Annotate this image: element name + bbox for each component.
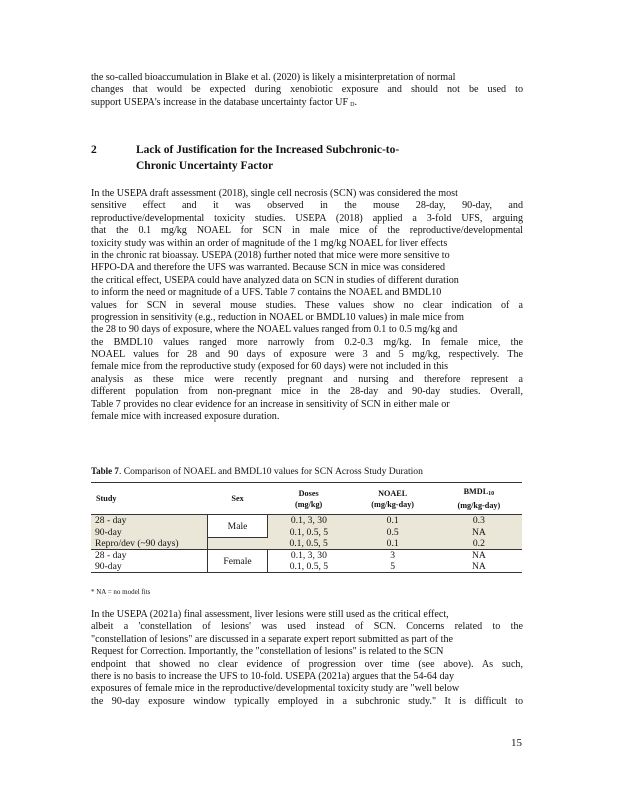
cell-bmdl: NA	[436, 561, 522, 573]
para-line: the BMDL10 values ranged more narrowly from 0.2-0.3 mg/kg. In female mice, the	[91, 336, 523, 348]
table-caption-text: . Comparison of NOAEL and BMDL10 values for SCN Across Study Duration	[118, 466, 423, 477]
para-line: reproductive/developmental toxicity studies. USEPA (2018) applied a 3-fold UFS, arguing	[91, 212, 523, 224]
para-line: that the 0.1 mg/kg NOAEL for SCN in male mice of the reproductive/developmental	[91, 225, 523, 237]
para-line: values for SCN in several mouse studies. These values show no clear indication of a	[91, 299, 523, 311]
table-header-row	[91, 483, 522, 515]
para-line: sensitive effect and it was observed in the mouse 28-day, 90-day, and	[91, 200, 523, 212]
cell-bmdl: NA	[436, 527, 522, 538]
cell-bmdl: 0.2	[436, 538, 522, 550]
para-line: the 28 to 90 days of exposure, where the NOAEL values ranged from 0.1 to 0.5 mg/kg and	[91, 324, 458, 336]
para-line: HFPO-DA and therefore the UFS was warranted. Because SCN in mice was considered	[91, 262, 446, 274]
table-footnote: * NA = no model fits	[91, 588, 151, 596]
table-row	[91, 538, 522, 550]
para-line: different population from non-pregnant mice in the 28-day and 90-day studies. Overall,	[91, 386, 523, 398]
cell-sex-empty	[207, 538, 267, 550]
intro-line: support USEPA's increase in the database uncertainty factor UF D.	[91, 96, 357, 108]
para-line: analysis as these mice were recently pregnant and nursing and therefore represent a	[91, 373, 523, 385]
para-line: the 90-day exposure window typically employed in a subchronic study." It is difficult to	[91, 695, 523, 707]
cell-study: 28 - day	[95, 550, 127, 562]
header-noael: NOAEL (mg/kg-day)	[350, 483, 436, 515]
uf-subscript: D	[350, 101, 355, 108]
intro-paragraph	[91, 72, 523, 109]
para-line: NOAEL values for 28 and 90 days of exposure were 3 and 5 mg/kg, respectively. The	[91, 349, 523, 361]
cell-doses: 0.1, 3, 30	[268, 515, 350, 527]
para-line: there is no basis to increase the UFS to 10-fold. USEPA (2021a) argues that the 54-64 day	[91, 670, 455, 682]
para-line: In the USEPA (2021a) final assessment, liver lesions were still used as the critical effect,	[91, 609, 449, 620]
cell-doses: 0.1, 3, 30	[290, 550, 327, 562]
header-sex: Sex	[207, 483, 267, 515]
para-line: female mice from the reproductive study (exposed for 60 days) were not included in this	[91, 361, 449, 373]
page-number: 15	[511, 737, 522, 749]
cell-noael: 3	[390, 550, 396, 562]
cell-study: Repro/dev (~90 days)	[91, 538, 207, 550]
para-line: "constellation of lesions" are discussed in a separate expert report submitted as part of the	[91, 633, 453, 645]
para-line: In the USEPA draft assessment (2018), single cell necrosis (SCN) was considered the most	[91, 188, 458, 199]
cell-noael: 0.1	[350, 538, 436, 550]
para-line: exposures of female mice in the reproductive/developmental toxicity study are "well below	[91, 683, 460, 695]
table-row	[91, 527, 522, 538]
para-line: Table 7 provides no clear evidence for an increase in sensitivity of SCN in either male or	[91, 398, 450, 410]
header-study: Study	[91, 483, 207, 515]
para-line: to inform the need or magnitude of a UFS. Table 7 contains the NOAEL and BMDL10	[91, 287, 442, 299]
cell-noael: 0.1	[350, 515, 436, 527]
cell-sex-female: Female	[207, 550, 267, 573]
cell-sex-male: Male	[207, 515, 267, 538]
para-line: female mice with increased exposure duration.	[91, 411, 280, 423]
para-line: endpoint that showed no clear evidence of progression over time (see above). As such,	[91, 658, 523, 670]
paragraph-final-assessment	[91, 609, 523, 708]
header-bmdl: $BMDL_{10}$ (mg/kg-day)	[436, 483, 522, 515]
para-line: toxicity study was within an order of magnitude of the 1 mg/kg NOAEL for liver effects	[91, 237, 448, 249]
intro-line: the so-called bioaccumulation in Blake et al. (2020) is likely a misinterpretation of normal	[91, 72, 456, 83]
para-line: Request for Correction. Importantly, the "constellation of lesions" is related to the SCN	[91, 646, 444, 658]
table-caption-label: Table 7	[91, 466, 119, 476]
para-line: in the chronic rat bioassay. USEPA (2018) further noted that mice were more sensitive to	[91, 249, 450, 261]
cell-study: 90-day	[91, 527, 207, 538]
para-line: progression in sensitivity (e.g., reduction in NOAEL or BMDL10 values) in male mice from	[91, 311, 465, 323]
intro-line: changes that would be expected during xenobiotic exposure and should not be used to	[91, 84, 523, 96]
header-doses: Doses (mg/kg)	[268, 483, 350, 515]
cell-study: 90-day	[91, 561, 207, 573]
cell-bmdl: NA	[471, 550, 486, 562]
paragraph-scn-analysis	[91, 188, 523, 423]
cell-noael: 0.5	[350, 527, 436, 538]
cell-doses: 0.1, 0.5, 5	[268, 538, 350, 550]
comparison-table	[91, 482, 522, 573]
para-line: the critical effect, USEPA could have analyzed data on SCN in studies of different duration	[91, 274, 459, 286]
cell-bmdl: 0.3	[436, 515, 522, 527]
cell-study: 28 - day	[91, 515, 207, 527]
cell-doses: 0.1, 0.5, 5	[268, 527, 350, 538]
section-number: 2	[91, 144, 97, 156]
cell-doses: 0.1, 0.5, 5	[268, 561, 350, 573]
section-title-line2: Chronic Uncertainty Factor	[136, 160, 274, 172]
para-line: albeit a 'constellation of lesions' was used instead of SCN. Concerns related to the	[91, 621, 523, 633]
table-caption	[91, 466, 423, 477]
table-row	[91, 550, 522, 562]
table-row	[91, 515, 522, 527]
cell-noael: 5	[350, 561, 436, 573]
section-title-line1: Lack of Justification for the Increased Subchronic-to-	[136, 144, 400, 156]
table-row	[91, 561, 522, 573]
